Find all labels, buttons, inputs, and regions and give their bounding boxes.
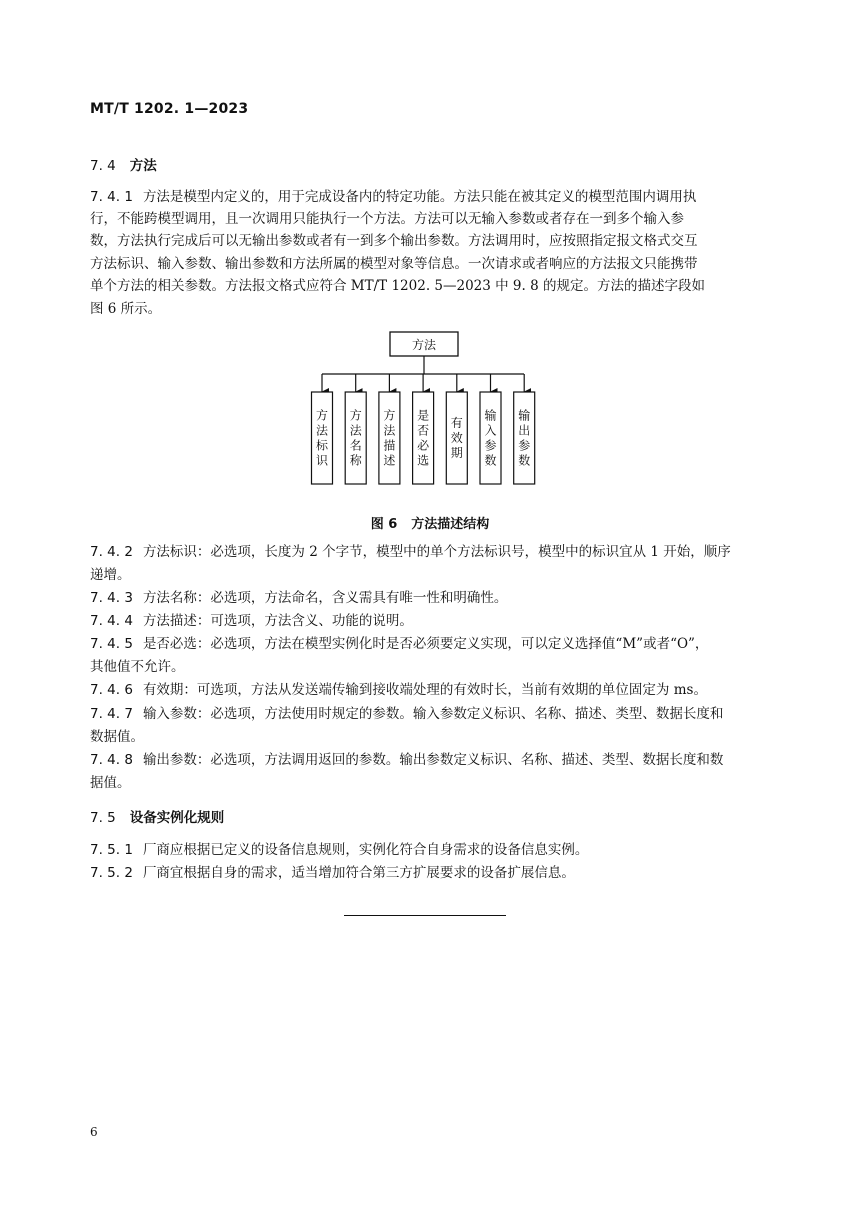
clause-7-4-5 [90, 633, 770, 655]
clause-7-4-8 [90, 749, 770, 771]
clause-text: 方法是模型内定义的，用于完成设备内的特定功能。方法只能在被其定义的模型范围内调用执 [142, 189, 697, 205]
clause-text: 有效期：可选项，方法从发送端传输到接收端处理的有效时长，当前有效期的单位固定为 ms。 [142, 682, 707, 698]
diagram-child-node [379, 374, 400, 484]
clause-7-4-7 [90, 703, 770, 725]
clause-number: 7. 4. 8 [90, 752, 133, 768]
clause-text: 据值。 [90, 775, 131, 791]
diagram-children [312, 374, 535, 484]
diagram-child-node [312, 374, 333, 484]
clause-text: 图 6 所示。 [90, 301, 162, 317]
clause-7-4-3 [90, 587, 770, 609]
clause-number: 7. 4. 7 [90, 706, 133, 722]
figure-title: 方法描述结构 [411, 517, 490, 532]
clause-7-4-2 [90, 541, 770, 563]
clause-text: 单个方法的相关参数。方法报文格式应符合 MT/T 1202. 5—2023 中 9. 8 的规定。方法的描述字段如 [90, 278, 705, 294]
diagram-child-node [446, 374, 467, 484]
clause-text: 输出参数：必选项，方法调用返回的参数。输出参数定义标识、名称、描述、类型、数据长度和数 [142, 752, 724, 768]
clause-text: 递增。 [90, 567, 131, 583]
clause-text: 行，不能跨模型调用，且一次调用只能执行一个方法。方法可以无输入参数或者存在一到多个输入参 [90, 211, 684, 227]
clause-text: 数据值。 [90, 729, 144, 745]
diagram-child-node [514, 374, 535, 484]
clause-number: 7. 5. 2 [90, 865, 133, 881]
clause-number: 7. 4. 1 [90, 189, 133, 205]
clause-text: 方法标识、输入参数、输出参数和方法所属的模型对象等信息。一次请求或者响应的方法报文只能携带 [90, 256, 698, 272]
diagram-child-label: 有效期 [450, 416, 463, 460]
diagram-child-label: 方法标识 [315, 408, 329, 468]
method-structure-diagram [0, 0, 860, 510]
section-title: 方法 [129, 158, 157, 174]
clause-number: 7. 4. 2 [90, 544, 133, 560]
clause-number: 7. 4. 3 [90, 590, 133, 606]
end-of-document-rule [344, 915, 506, 916]
clause-number: 7. 4. 6 [90, 682, 133, 698]
diagram-child-label: 方法名称 [349, 408, 362, 468]
diagram-child-label: 方法描述 [383, 408, 396, 468]
clause-text: 是否必选：必选项，方法在模型实例化时是否必须要定义实现，可以定义选择值“M”或者“O”， [142, 636, 709, 652]
diagram-child-node [345, 374, 366, 484]
clause-text: 厂商宜根据自身的需求，适当增加符合第三方扩展要求的设备扩展信息。 [142, 865, 575, 881]
diagram-root-label: 方法 [411, 338, 437, 352]
section-title: 设备实例化规则 [129, 810, 225, 826]
clause-text: 数，方法执行完成后可以无输出参数或者有一到多个输出参数。方法调用时，应按照指定报文格式交互 [90, 233, 698, 249]
standard-code: MT/T 1202. 1—2023 [90, 101, 249, 117]
clause-number: 7. 4. 5 [90, 636, 133, 652]
diagram-child-node [413, 374, 434, 484]
clause-text: 其他值不允许。 [90, 659, 185, 675]
section-number: 7. 4 [90, 158, 116, 174]
section-7-5-heading [90, 806, 224, 826]
clause-7-4-4 [90, 610, 770, 632]
figure-label: 图 6 [370, 517, 398, 532]
clause-text: 输入参数：必选项，方法使用时规定的参数。输入参数定义标识、名称、描述、类型、数据长度和 [142, 706, 724, 722]
clause-text: 厂商应根据已定义的设备信息规则，实例化符合自身需求的设备信息实例。 [142, 842, 589, 858]
diagram-child-label: 输出参数 [518, 408, 531, 468]
diagram-child-label: 输入参数 [484, 408, 497, 468]
clause-text: 方法名称：必选项，方法命名，含义需具有唯一性和明确性。 [142, 590, 508, 606]
clause-text: 方法描述：可选项，方法含义、功能的说明。 [142, 613, 413, 629]
page-number: 6 [90, 1125, 98, 1139]
clause-7-5-2 [90, 862, 770, 884]
section-number: 7. 5 [90, 810, 116, 826]
clause-number: 7. 5. 1 [90, 842, 133, 858]
clause-7-5-1 [90, 839, 770, 861]
diagram-child-label: 是否必选 [417, 408, 430, 468]
figure-caption [0, 513, 860, 532]
clause-number: 7. 4. 4 [90, 613, 133, 629]
clause-text: 方法标识：必选项，长度为 2 个字节，模型中的单个方法标识号，模型中的标识宜从 1 开始，顺序 [142, 544, 731, 560]
clause-7-4-6 [90, 679, 770, 701]
diagram-child-node [480, 374, 501, 484]
